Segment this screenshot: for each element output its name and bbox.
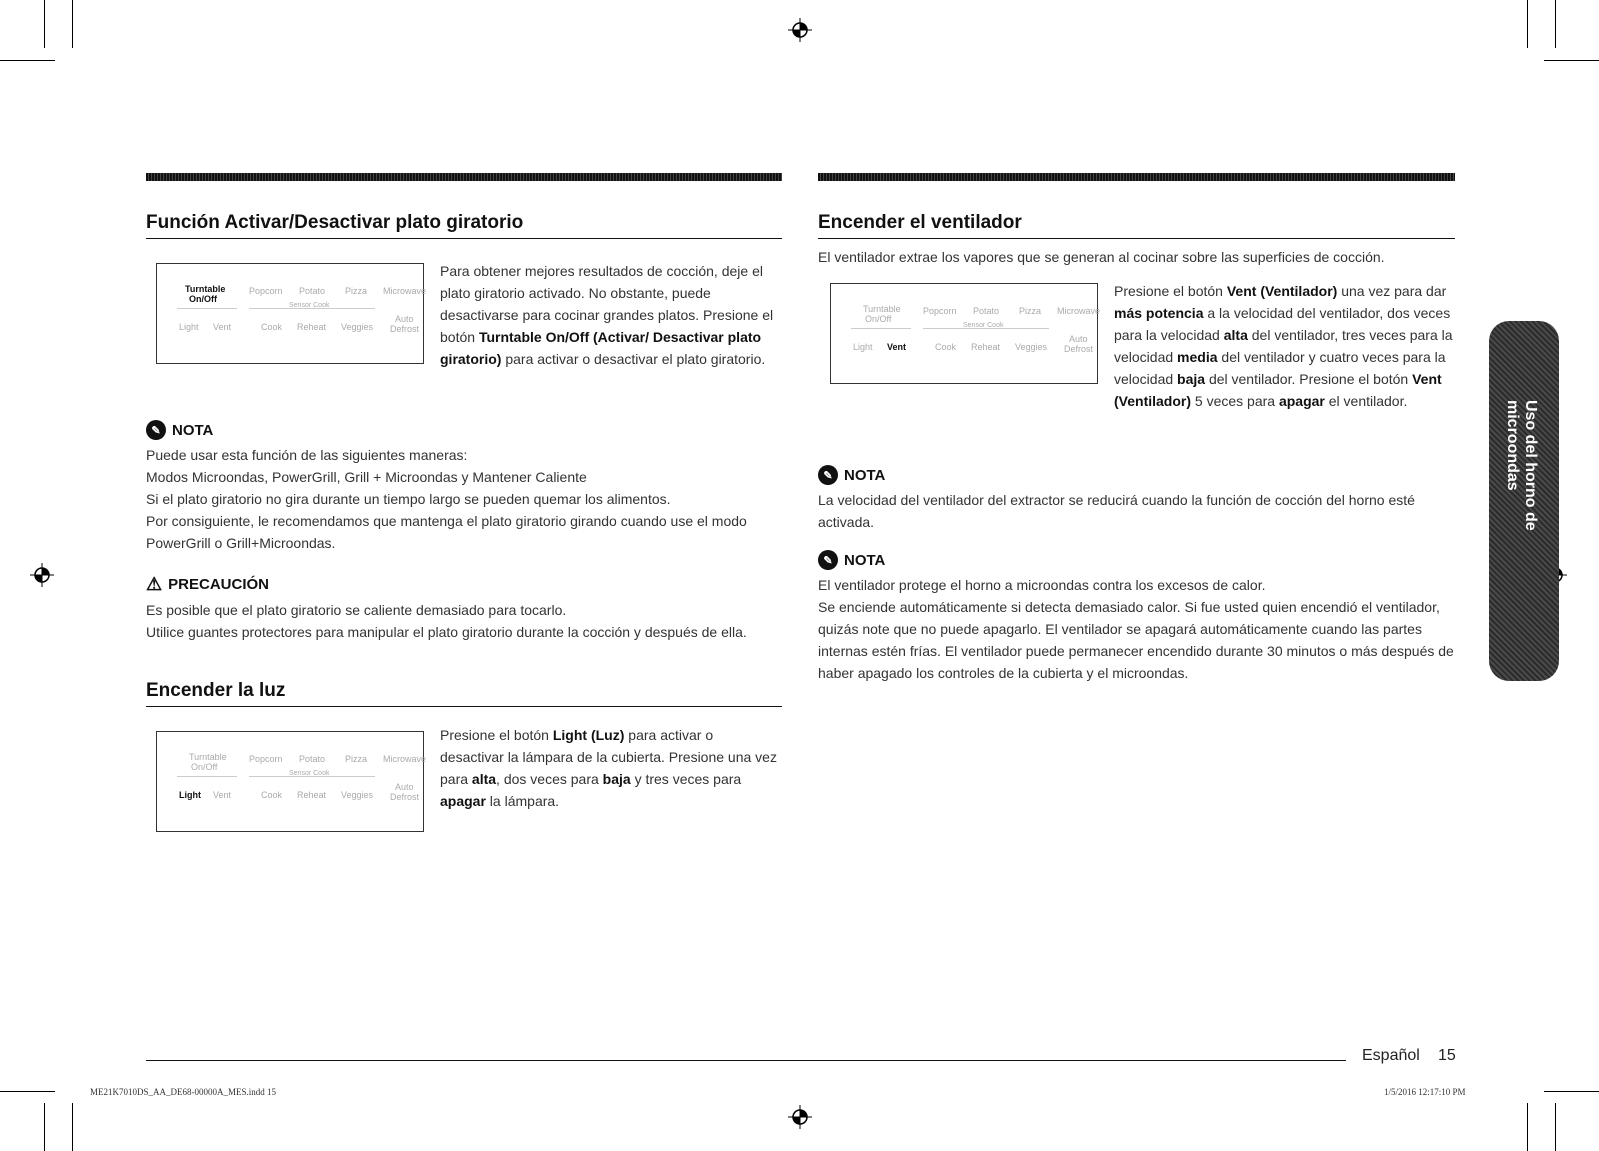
crop-mark [0,60,55,61]
panel-label: Sensor Cook [963,322,1004,329]
panel-label: Turntable [189,752,227,762]
footer-rule [146,1060,1346,1061]
page-number: 15 [1438,1047,1456,1064]
crop-mark [44,0,45,48]
note-block: ✎ NOTA Puede usar esta función de las siguientes maneras: Modos Microondas, PowerGrill, Grill + Microondas y Mantener Caliente Si el plato giratorio no gira durante un tiempo largo se pueden quemar los alimentos. Por consiguiente, le recomendamos que mantenga el plato giratorio girando cuando use el modo PowerGrill o Grill+Microondas. [146,420,786,554]
panel-label: Reheat [971,342,1001,352]
registration-mark-icon [788,18,812,42]
panel-label: Popcorn [249,754,283,764]
panel-label: Auto [395,782,414,792]
registration-mark-icon [788,1105,812,1129]
registration-mark-icon [30,563,54,587]
crop-mark [72,0,73,48]
crop-mark [72,1103,73,1151]
panel-label: Potato [299,754,326,764]
panel-label: Auto [1069,334,1088,344]
note-block: ✎ NOTA El ventilador protege el horno a microondas contra los excesos de calor. Se enciende automáticamente si detecta demasiado calor. Si fue usted quien encendió el ventilador, quizás note que no puede apagarlo. El ventilador se apagará automáticamente cuando las partes internas estén frías. El ventilador puede permanecer encendido durante 30 minutos o más después de haber apagado los controles de la cubierta y el microondas. [818,550,1458,684]
section-title: Encender el ventilador [818,212,1455,239]
control-panel-illustration [156,731,427,832]
panel-label: Pizza [1019,306,1042,316]
footer-language: Español [1362,1047,1420,1064]
crop-mark [0,1091,55,1092]
panel-label: Defrost [390,792,420,802]
chapter-tab-label: Uso del horno de microondas [1504,400,1539,531]
panel-label: Turntable [863,304,901,314]
panel-label: Light [179,322,199,332]
note-line: Por consiguiente, le recomendamos que mantenga el plato giratorio girando cuando use el modo PowerGrill o Grill+Microondas. [146,513,747,551]
note-line: La velocidad del ventilador del extractor se reducirá cuando la función de cocción del horno esté activada. [818,492,1415,530]
slug-filename: ME21K7010DS_AA_DE68-00000A_MES.indd 15 [90,1087,277,1097]
note-line: El ventilador protege el horno a microondas contra los excesos de calor. [818,577,1266,593]
section-title: Función Activar/Desactivar plato giratorio [146,212,782,239]
light-description: Presione el botón Light (Luz) para activar o desactivar la lámpara de la cubierta. Presione una vez para alta, dos veces para baja y tres veces para apagar la lámpara. [440,727,777,809]
note-icon: ✎ [146,420,166,440]
panel-label: Potato [299,286,326,296]
note-icon: ✎ [818,550,838,570]
panel-label: Cook [261,322,283,332]
panel-label: Microwave [383,754,427,764]
panel-label: Popcorn [923,306,957,316]
panel-divider [177,776,237,777]
note-icon: ✎ [818,465,838,485]
control-panel-illustration [156,263,427,364]
panel-label: Reheat [297,790,327,800]
panel-label: On/Off [189,294,217,304]
panel-label: Cook [261,790,283,800]
vent-intro: El ventilador extrae los vapores que se generan al cocinar sobre las superficies de cocción. [818,249,1385,265]
slug-date: 1/5/2016 12:17:10 PM [1384,1087,1466,1097]
panel-label: Cook [935,342,957,352]
panel-label: Veggies [1015,342,1048,352]
note-line: Modos Microondas, PowerGrill, Grill + Microondas y Mantener Caliente [146,469,587,485]
panel-label: Pizza [345,754,368,764]
panel-label: On/Off [191,762,218,772]
panel-label: Vent [213,790,232,800]
caution-line: Es posible que el plato giratorio se caliente demasiado para tocarlo. [146,602,567,618]
panel-label: Microwave [1057,306,1101,316]
note-line: Si el plato giratorio no gira durante un tiempo largo se pueden quemar los alimentos. [146,491,671,507]
panel-label: Veggies [341,322,374,332]
panel-label: Light [853,342,873,352]
crop-mark [1527,0,1528,48]
note-block: ✎ NOTA La velocidad del ventilador del extractor se reducirá cuando la función de cocción del horno esté activada. [818,465,1458,533]
warning-icon: ⚠ [146,574,163,594]
crop-mark [1544,60,1599,61]
caution-block: ⚠ PRECAUCIÓN Es posible que el plato giratorio se caliente demasiado para tocarlo. Utilice guantes protectores para manipular el plato giratorio durante la cocción y después de ella. [146,574,786,643]
control-panel-illustration [830,283,1101,384]
note-line: Puede usar esta función de las siguientes maneras: [146,447,468,463]
panel-divider [177,308,237,309]
panel-label: Sensor Cook [289,770,330,777]
panel-label: On/Off [865,314,892,324]
turntable-description: Para obtener mejores resultados de cocción, deje el plato giratorio activado. No obstante, puede desactivarse para cocinar grandes platos. Presione el botón Turntable On/Off (Activar/ Desactivar plato giratorio) para activar o desactivar el plato giratorio. [440,263,774,367]
vent-description: Presione el botón Vent (Ventilador) una vez para dar más potencia a la velocidad del ventilador, dos veces para la velocidad alta del ventilador, tres veces para la velocidad media del ventilador y cuatro veces para la velocidad baja del ventilador. Presione el botón Vent (Ventilador) 5 veces para apagar el ventilador. [1114,283,1453,409]
crop-mark [44,1103,45,1151]
panel-label: Veggies [341,790,374,800]
panel-label: Turntable [185,284,226,294]
panel-label: Auto [395,314,414,324]
crop-mark [1555,1103,1556,1151]
panel-label: Light [179,790,201,800]
panel-label: Vent [213,322,232,332]
panel-label: Pizza [345,286,368,296]
panel-label: Vent [887,342,907,352]
panel-label: Microwave [383,286,427,296]
panel-label: Potato [973,306,1000,316]
panel-divider [851,328,911,329]
panel-label: Sensor Cook [289,302,330,309]
crop-mark [1544,1091,1599,1092]
caution-line: Utilice guantes protectores para manipular el plato giratorio durante la cocción y después de ella. [146,624,747,640]
panel-label: Defrost [390,324,420,334]
panel-label: Reheat [297,322,327,332]
crop-mark [1555,0,1556,48]
panel-label: Popcorn [249,286,283,296]
section-rule [146,173,782,181]
note-line: Se enciende automáticamente si detecta demasiado calor. Si fue usted quien encendió el ventilador, quizás note que no puede apagarlo. El ventilador se apagará automáticamente cuando las partes internas estén frías. El ventilador puede permanecer encendido durante 30 minutos o más después de haber apagado los controles de la cubierta y el microondas. [818,599,1454,681]
panel-label: Defrost [1064,344,1094,354]
section-rule [818,173,1455,181]
section-title: Encender la luz [146,680,782,707]
crop-mark [1527,1103,1528,1151]
